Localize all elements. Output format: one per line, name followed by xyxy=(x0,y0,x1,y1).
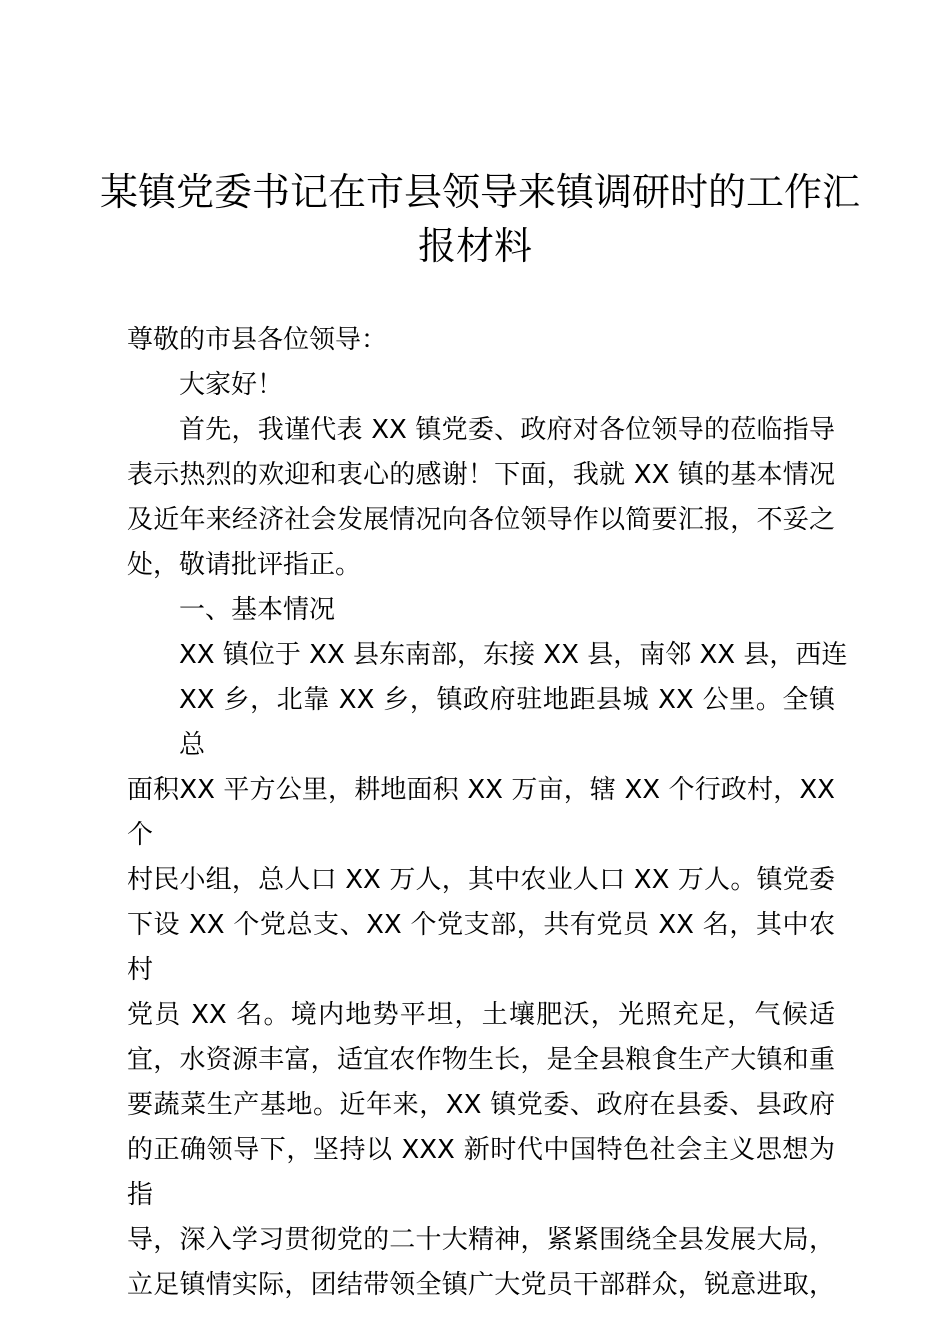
intro-line: 处，敬请批评指正。 xyxy=(127,550,362,580)
section-body-paragraph xyxy=(127,633,848,1308)
body-line: 党员 XX 名。境内地势平坦，土壤肥沃，光照充足，气候适 xyxy=(127,1000,835,1030)
document-title xyxy=(100,165,861,273)
title-line-1: 某镇党委书记在市县领导来镇调研时的工作汇 xyxy=(100,170,861,214)
greeting: 大家好！ xyxy=(179,370,284,400)
body-line: 的正确领导下，坚持以 XXX 新时代中国特色社会主义思想为指 xyxy=(127,1135,835,1210)
body-line: 宜，水资源丰富，适宜农作物生长，是全县粮食生产大镇和重 xyxy=(127,1045,835,1075)
body-line: 面积XX 平方公里，耕地面积 XX 万亩，辖 XX 个行政村，XX 个 xyxy=(127,775,835,850)
body-line: XX 镇位于 XX 县东南部，东接 XX 县，南邻 XX 县，西连 xyxy=(179,640,848,670)
body-line: 下设 XX 个党总支、XX 个党支部，共有党员 XX 名，其中农村 xyxy=(127,910,835,985)
body-line: 立足镇情实际，团结带领全镇广大党员干部群众，锐意进取， xyxy=(127,1270,835,1300)
body-line: 要蔬菜生产基地。近年来，XX 镇党委、政府在县委、县政府 xyxy=(127,1090,835,1120)
body-line: 村民小组，总人口 XX 万人，其中农业人口 XX 万人。镇党委 xyxy=(127,865,835,895)
salutation: 尊敬的市县各位领导： xyxy=(127,325,388,355)
title-line-2: 报材料 xyxy=(417,224,532,268)
intro-line: 及近年来经济社会发展情况向各位领导作以简要汇报，不妥之 xyxy=(127,505,835,535)
intro-paragraph xyxy=(127,408,835,588)
intro-line: 表示热烈的欢迎和衷心的感谢！下面，我就 XX 镇的基本情况 xyxy=(127,460,835,490)
section-heading: 一、基本情况 xyxy=(179,595,336,625)
body-line: XX 乡，北靠 XX 乡，镇政府驻地距县城 XX 公里。全镇总 xyxy=(179,685,835,760)
document-body xyxy=(127,318,848,1308)
intro-line: 首先，我谨代表 XX 镇党委、政府对各位领导的莅临指导 xyxy=(179,415,835,445)
body-line: 导，深入学习贯彻党的二十大精神，紧紧围绕全县发展大局， xyxy=(127,1225,835,1255)
